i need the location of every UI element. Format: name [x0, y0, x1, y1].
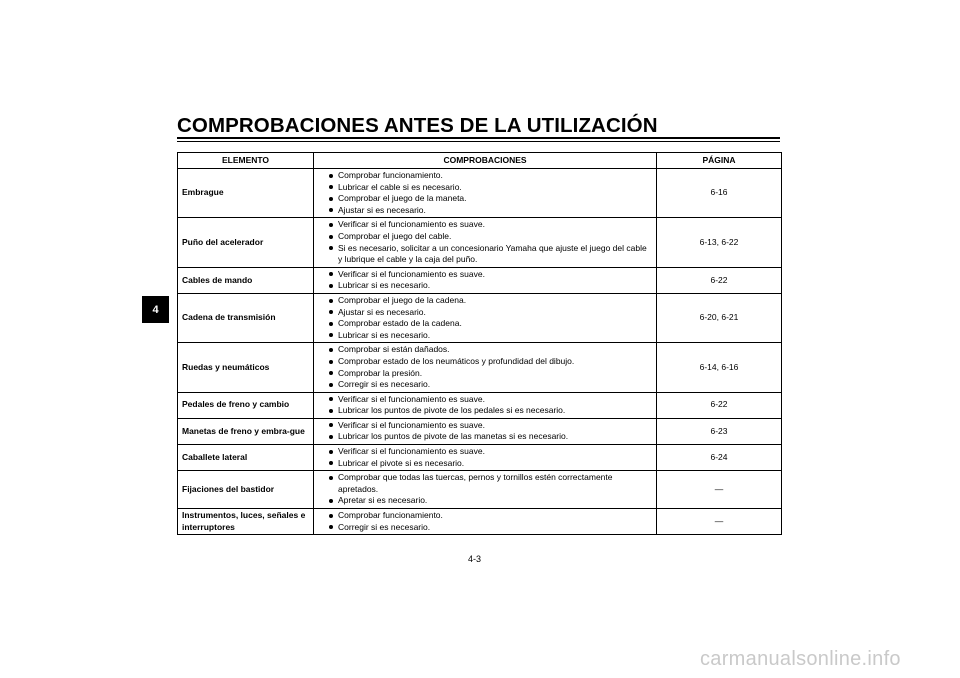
- check-item: Comprobar que todas las tuercas, pernos y tornillos estén correctamente apretados.: [314, 472, 652, 495]
- row-checks: [314, 218, 657, 267]
- check-item: Comprobar funcionamiento.: [314, 170, 652, 182]
- row-element: Ruedas y neumáticos: [178, 343, 314, 392]
- check-item: Comprobar el juego de la maneta.: [314, 193, 652, 205]
- title-rule-thin: [177, 141, 780, 142]
- title-rule-thick: [177, 137, 780, 139]
- check-item: Ajustar si es necesario.: [314, 205, 652, 217]
- check-item: Verificar si el funcionamiento es suave.: [314, 219, 652, 231]
- check-item: Apretar si es necesario.: [314, 495, 652, 507]
- check-item: Lubricar si es necesario.: [314, 330, 652, 342]
- header-element: ELEMENTO: [178, 153, 314, 169]
- row-element: Manetas de freno y embra-gue: [178, 418, 314, 444]
- check-item: Verificar si el funcionamiento es suave.: [314, 394, 652, 406]
- table-row: [178, 392, 782, 418]
- check-item: Ajustar si es necesario.: [314, 307, 652, 319]
- row-checks: [314, 509, 657, 535]
- row-checks: [314, 392, 657, 418]
- check-item: Lubricar el pivote si es necesario.: [314, 458, 652, 470]
- table-row: [178, 293, 782, 342]
- check-item: Comprobar funcionamiento.: [314, 510, 652, 522]
- chapter-tab: 4: [142, 296, 169, 323]
- table-row: [178, 418, 782, 444]
- row-page: 6-22: [657, 392, 782, 418]
- row-checks: [314, 267, 657, 293]
- table-row: [178, 445, 782, 471]
- row-checks: [314, 293, 657, 342]
- table-row: [178, 509, 782, 535]
- row-page: —: [657, 509, 782, 535]
- check-item: Lubricar el cable si es necesario.: [314, 182, 652, 194]
- check-item: Verificar si el funcionamiento es suave.: [314, 269, 652, 281]
- row-element: Instrumentos, luces, señales e interruptores: [178, 509, 314, 535]
- table-row: [178, 169, 782, 218]
- row-checks: [314, 343, 657, 392]
- page-number: 4-3: [468, 554, 482, 564]
- row-element: Caballete lateral: [178, 445, 314, 471]
- check-item: Comprobar si están dañados.: [314, 344, 652, 356]
- header-page: PÁGINA: [657, 153, 782, 169]
- check-item: Corregir si es necesario.: [314, 379, 652, 391]
- row-checks: [314, 445, 657, 471]
- row-checks: [314, 169, 657, 218]
- row-checks: [314, 471, 657, 509]
- header-checks: COMPROBACIONES: [314, 153, 657, 169]
- row-page: 6-16: [657, 169, 782, 218]
- row-checks: [314, 418, 657, 444]
- table-header-row: [178, 153, 782, 169]
- table-row: [178, 343, 782, 392]
- row-element: Cadena de transmisión: [178, 293, 314, 342]
- check-item: Comprobar el juego del cable.: [314, 231, 652, 243]
- table-row: [178, 471, 782, 509]
- row-element: Embrague: [178, 169, 314, 218]
- check-item: Verificar si el funcionamiento es suave.: [314, 420, 652, 432]
- table-row: [178, 218, 782, 267]
- row-page: 6-20, 6-21: [657, 293, 782, 342]
- page-title: COMPROBACIONES ANTES DE LA UTILIZACIÓN: [177, 114, 658, 137]
- check-item: Comprobar la presión.: [314, 368, 652, 380]
- check-item: Comprobar estado de la cadena.: [314, 318, 652, 330]
- row-element: Pedales de freno y cambio: [178, 392, 314, 418]
- row-page: —: [657, 471, 782, 509]
- check-item: Comprobar estado de los neumáticos y profundidad del dibujo.: [314, 356, 652, 368]
- row-page: 6-13, 6-22: [657, 218, 782, 267]
- check-item: Corregir si es necesario.: [314, 522, 652, 534]
- check-item: Comprobar el juego de la cadena.: [314, 295, 652, 307]
- row-element: Puño del acelerador: [178, 218, 314, 267]
- check-item: Lubricar los puntos de pivote de las manetas si es necesario.: [314, 431, 652, 443]
- row-page: 6-23: [657, 418, 782, 444]
- row-page: 6-22: [657, 267, 782, 293]
- table-row: [178, 267, 782, 293]
- check-item: Lubricar los puntos de pivote de los pedales si es necesario.: [314, 405, 652, 417]
- pre-operation-checks-table: [177, 152, 782, 535]
- row-page: 6-24: [657, 445, 782, 471]
- row-element: Fijaciones del bastidor: [178, 471, 314, 509]
- row-page: 6-14, 6-16: [657, 343, 782, 392]
- row-element: Cables de mando: [178, 267, 314, 293]
- check-item: Verificar si el funcionamiento es suave.: [314, 446, 652, 458]
- watermark: carmanualsonline.info: [700, 648, 901, 670]
- check-item: Si es necesario, solicitar a un concesionario Yamaha que ajuste el juego del cable y lubrique el cable y la caja del puño.: [314, 243, 652, 266]
- check-item: Lubricar si es necesario.: [314, 280, 652, 292]
